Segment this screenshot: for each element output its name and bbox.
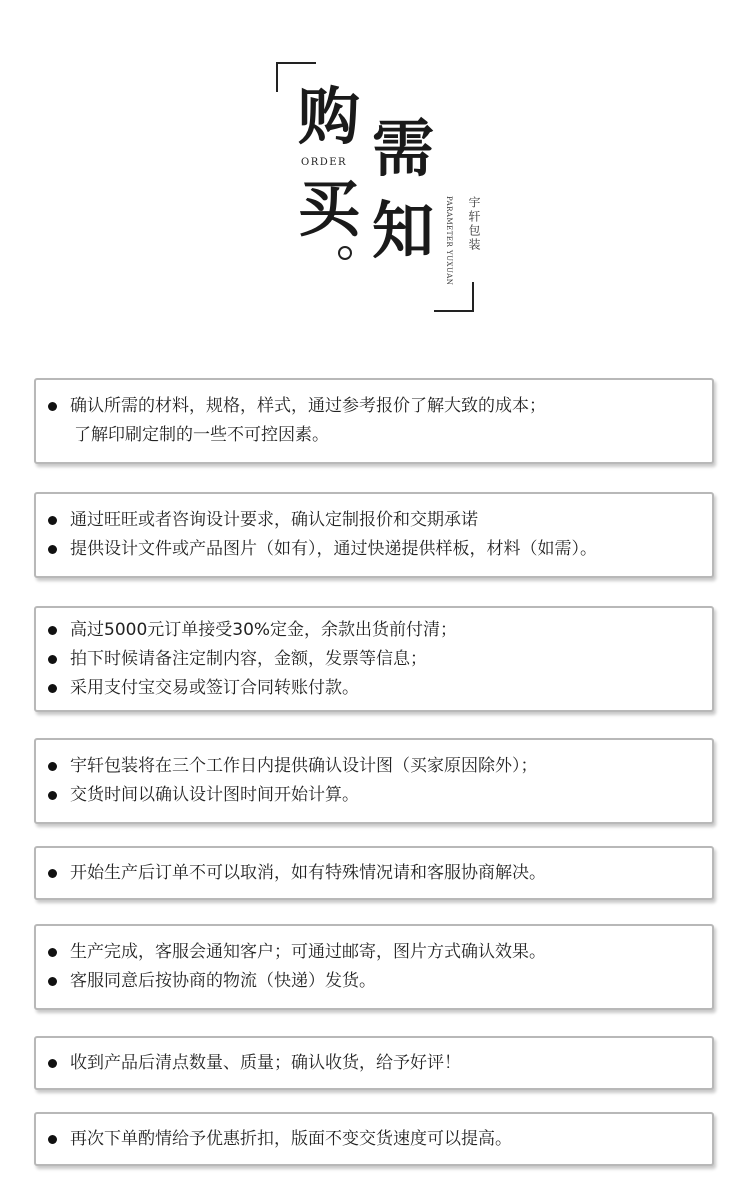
notice-text: 生产完成，客服会通知客户；可通过邮寄，图片方式确认效果。: [70, 942, 546, 962]
title-char-1: 购: [298, 80, 361, 153]
notice-card-6: [34, 924, 714, 1010]
notice-text: 提供设计文件或产品图片（如有），通过快递提供样板，材料（如需）。: [70, 539, 597, 559]
notice-line: [48, 535, 694, 564]
notice-text: 宇轩包装将在三个工作日内提供确认设计图（买家原因除外）；: [70, 756, 538, 776]
notice-text: 再次下单酌情给予优惠折扣，版面不变交货速度可以提高。: [70, 1128, 512, 1149]
title-char-3: 买: [298, 172, 361, 245]
bullet-icon: [48, 1059, 57, 1068]
notice-line: [48, 781, 694, 810]
notice-card-7: [34, 1036, 714, 1090]
bullet-icon: [48, 1135, 57, 1144]
notice-card-1: [34, 378, 714, 464]
bullet-icon: [48, 402, 57, 411]
notice-line: [48, 421, 694, 450]
notice-text: 拍下时候请备注定制内容，金额，发票等信息；: [70, 648, 427, 669]
bullet-icon: [48, 977, 57, 986]
notice-line: [48, 752, 694, 781]
notice-text: 客服同意后按协商的物流（快递）发货。: [70, 971, 376, 991]
corner-bracket-bottom-right: [434, 282, 474, 312]
bullet-icon: [48, 869, 57, 878]
notice-text: 收到产品后清点数量、质量；确认收货，给予好评！: [70, 1052, 461, 1073]
bullet-icon: [48, 545, 57, 554]
notice-line: [48, 645, 694, 674]
notice-line: [48, 938, 694, 967]
title-char-4: 知: [372, 194, 435, 267]
notice-line: [48, 674, 694, 703]
bullet-icon: [48, 762, 57, 771]
bullet-icon: [48, 655, 57, 664]
notice-card-3: [34, 606, 714, 712]
bullet-icon: [48, 684, 57, 693]
notice-line: [48, 1049, 694, 1078]
title-period-circle: [338, 246, 352, 260]
order-label: ORDER: [301, 157, 348, 168]
order-notice-header: [0, 0, 750, 340]
notice-card-4: [34, 738, 714, 824]
notice-line: [48, 1125, 694, 1154]
bullet-icon: [48, 791, 57, 800]
notice-text: 了解印刷定制的一些不可控因素。: [74, 425, 329, 445]
notice-line: [48, 967, 694, 996]
bullet-icon: [48, 626, 57, 635]
bullet-icon: [48, 516, 57, 525]
title-char-2: 需: [372, 112, 435, 185]
notice-line: [48, 506, 694, 535]
bullet-icon: [48, 948, 57, 957]
notice-text: 采用支付宝交易或签订合同转账付款。: [70, 677, 359, 698]
notice-text: 确认所需的材料，规格，样式，通过参考报价了解大致的成本；: [70, 396, 546, 416]
notice-text: 高过5000元订单接受30%定金，余款出货前付清；: [70, 619, 458, 640]
notice-text: 通过旺旺或者咨询设计要求，确认定制报价和交期承诺: [70, 510, 478, 530]
notice-line: [48, 616, 694, 645]
notice-line: [48, 859, 694, 888]
notice-card-2: [34, 492, 714, 578]
notice-text: 开始生产后订单不可以取消，如有特殊情况请和客服协商解决。: [70, 862, 546, 883]
notice-text: 交货时间以确认设计图时间开始计算。: [70, 785, 359, 805]
brand-vertical-label: 宇轩包装: [467, 196, 481, 252]
notice-card-8: [34, 1112, 714, 1166]
parameter-label: PARAMETER YUXUAN: [445, 196, 453, 286]
notice-line: [48, 392, 694, 421]
notice-card-5: [34, 846, 714, 900]
